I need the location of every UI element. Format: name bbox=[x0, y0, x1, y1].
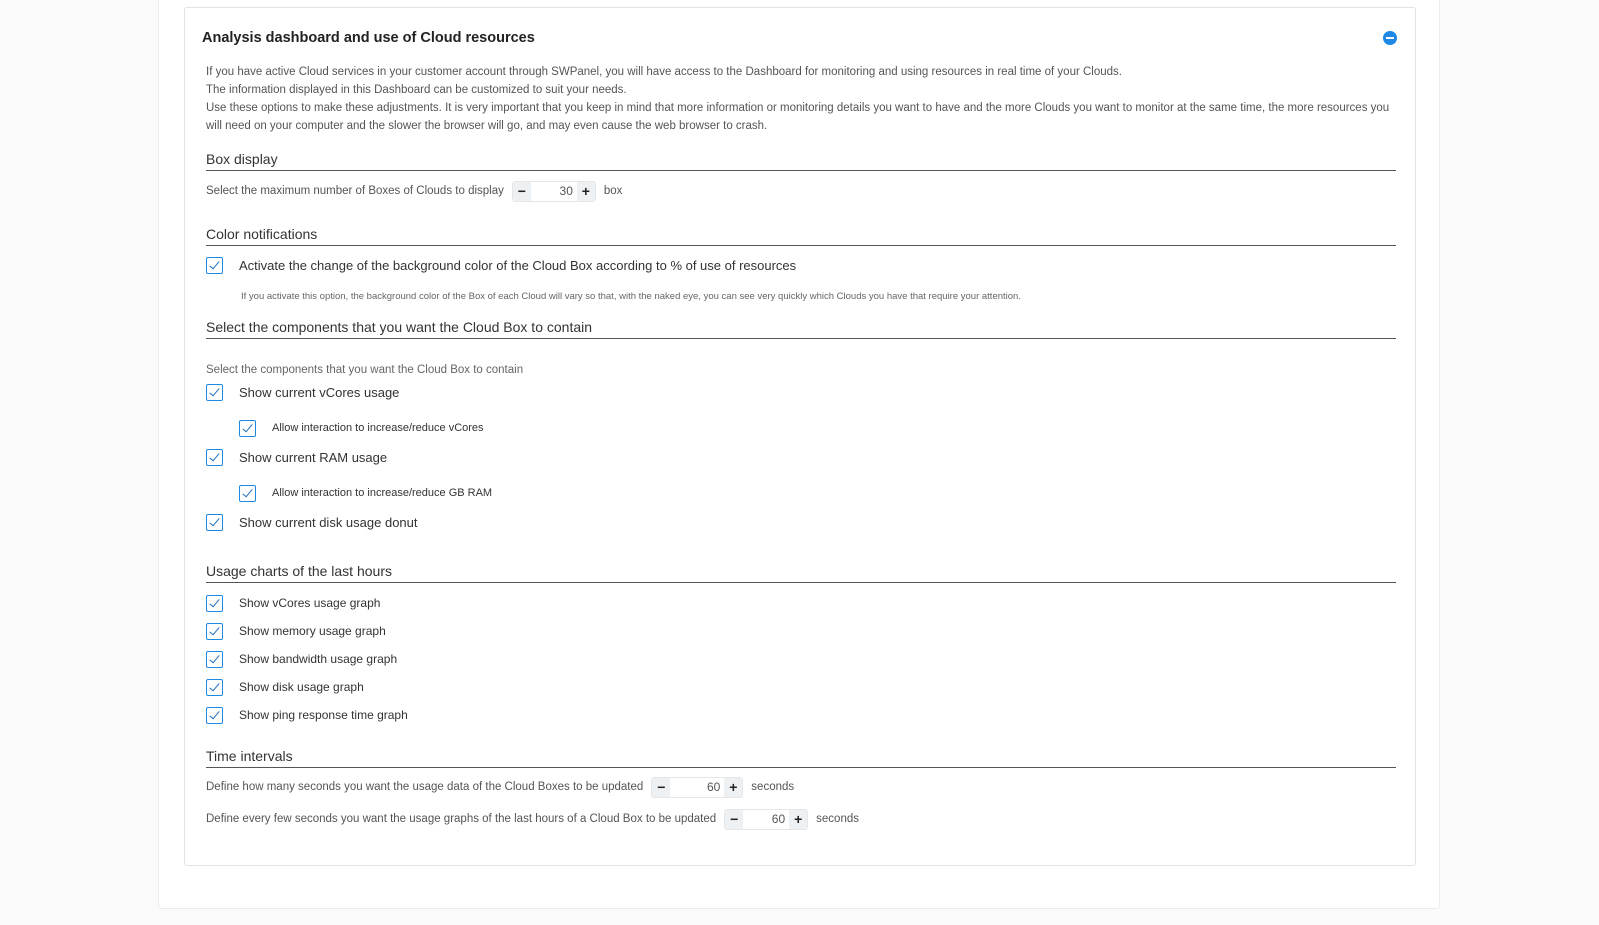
graph-interval-stepper bbox=[724, 809, 808, 830]
graph-interval-input[interactable] bbox=[743, 810, 789, 829]
vcores-usage-label: Show current vCores usage bbox=[239, 384, 400, 400]
dashboard-settings-panel bbox=[184, 7, 1416, 866]
disk-donut-checkbox[interactable] bbox=[206, 514, 223, 531]
data-update-interval-row bbox=[206, 776, 794, 798]
component-option bbox=[239, 418, 484, 438]
chart-option bbox=[206, 649, 397, 669]
intro-line-3: Use these options to make these adjustments. It is very important that you keep in mind that more information or monitoring details you want to have and the more Clouds you want to monitor at the same time, the more resources you will need on your computer and the slower the browser will go, and may even cause the web browser to crash. bbox=[206, 102, 1390, 132]
component-option bbox=[239, 483, 492, 503]
box-count-decrement-button[interactable]: − bbox=[513, 182, 531, 201]
disk-donut-label: Show current disk usage donut bbox=[239, 514, 418, 530]
disk-graph-label: Show disk usage graph bbox=[239, 680, 364, 694]
ram-interaction-label: Allow interaction to increase/reduce GB RAM bbox=[272, 487, 493, 499]
chart-option bbox=[206, 705, 408, 725]
bandwidth-graph-label: Show bandwidth usage graph bbox=[239, 652, 398, 666]
memory-graph-label: Show memory usage graph bbox=[239, 624, 386, 638]
data-interval-input[interactable] bbox=[670, 778, 724, 797]
box-count-increment-button[interactable]: + bbox=[577, 182, 595, 201]
vcores-usage-checkbox[interactable] bbox=[206, 384, 223, 401]
vcores-graph-checkbox[interactable] bbox=[206, 595, 223, 612]
section-components: Select the components that you want the Cloud Box to contain bbox=[206, 319, 1396, 339]
graph-interval-unit: seconds bbox=[816, 813, 859, 825]
vcores-interaction-label: Allow interaction to increase/reduce vCores bbox=[272, 422, 484, 434]
panel-title: Analysis dashboard and use of Cloud resources bbox=[202, 30, 535, 46]
data-interval-stepper bbox=[651, 777, 743, 798]
section-usage-charts: Usage charts of the last hours bbox=[206, 563, 1396, 583]
vcores-graph-label: Show vCores usage graph bbox=[239, 596, 381, 610]
component-option bbox=[206, 512, 418, 532]
intro-line-2: The information displayed in this Dashboard can be customized to suit your needs. bbox=[206, 84, 627, 96]
intro-line-1: If you have active Cloud services in your customer account through SWPanel, you will have access to the Dashboard for monitoring and using resources in real time of your Clouds. bbox=[206, 66, 1122, 78]
ping-graph-checkbox[interactable] bbox=[206, 707, 223, 724]
chart-option bbox=[206, 621, 386, 641]
ping-graph-label: Show ping response time graph bbox=[239, 708, 408, 722]
data-interval-decrement-button[interactable]: − bbox=[652, 778, 670, 797]
ram-usage-label: Show current RAM usage bbox=[239, 449, 388, 465]
disk-graph-checkbox[interactable] bbox=[206, 679, 223, 696]
color-change-checkbox[interactable] bbox=[206, 257, 223, 274]
graph-interval-increment-button[interactable]: + bbox=[789, 810, 807, 829]
section-time-intervals: Time intervals bbox=[206, 748, 1396, 768]
section-color-notifications: Color notifications bbox=[206, 226, 1396, 246]
collapse-minus-icon[interactable] bbox=[1383, 31, 1397, 45]
section-box-display: Box display bbox=[206, 151, 1396, 171]
data-update-interval-label: Define how many seconds you want the usage data of the Cloud Boxes to be updated bbox=[206, 781, 644, 793]
component-option bbox=[206, 382, 399, 402]
graph-update-interval-label: Define every few seconds you want the usage graphs of the last hours of a Cloud Box to be updated bbox=[206, 813, 717, 825]
chart-option bbox=[206, 677, 364, 697]
ram-interaction-checkbox[interactable] bbox=[239, 485, 256, 502]
bandwidth-graph-checkbox[interactable] bbox=[206, 651, 223, 668]
components-subtitle: Select the components that you want the Cloud Box to contain bbox=[206, 364, 524, 376]
color-change-label: Activate the change of the background color of the Cloud Box according to % of use of resources bbox=[239, 257, 797, 273]
intro-text bbox=[206, 63, 1398, 135]
vcores-interaction-checkbox[interactable] bbox=[239, 420, 256, 437]
graph-update-interval-row bbox=[206, 808, 859, 830]
color-change-option bbox=[206, 255, 796, 275]
box-display-row bbox=[206, 180, 622, 202]
data-interval-unit: seconds bbox=[751, 781, 795, 793]
box-count-stepper bbox=[512, 181, 596, 202]
graph-interval-decrement-button[interactable]: − bbox=[725, 810, 743, 829]
color-change-note: If you activate this option, the background color of the Box of each Cloud will vary so that, with the naked eye, you can see very quickly which Clouds you have that require your attention. bbox=[241, 291, 1021, 302]
box-count-input[interactable] bbox=[531, 182, 577, 201]
ram-usage-checkbox[interactable] bbox=[206, 449, 223, 466]
box-count-unit: box bbox=[603, 185, 623, 197]
memory-graph-checkbox[interactable] bbox=[206, 623, 223, 640]
component-option bbox=[206, 447, 387, 467]
chart-option bbox=[206, 593, 380, 613]
box-display-label: Select the maximum number of Boxes of Clouds to display bbox=[206, 185, 504, 197]
data-interval-increment-button[interactable]: + bbox=[724, 778, 742, 797]
